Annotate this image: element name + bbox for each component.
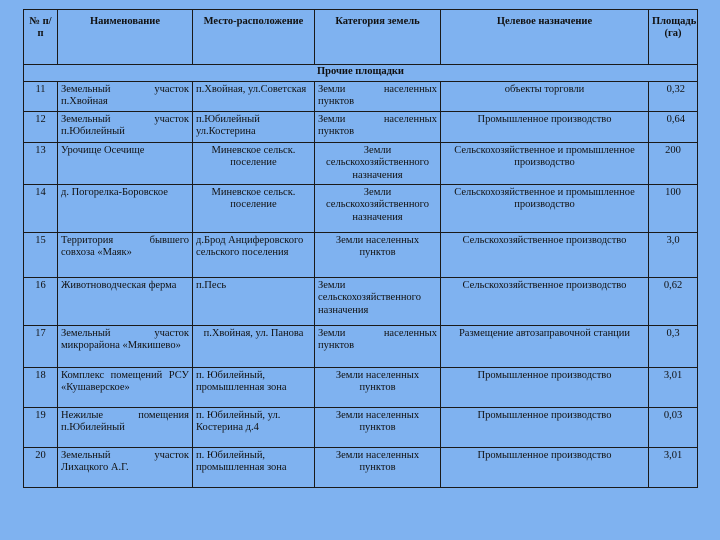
- cell-name: Территория бывшего совхоза «Маяк»: [58, 232, 193, 277]
- cell-purpose: Промышленное производство: [441, 367, 649, 407]
- table-row: [24, 111, 698, 142]
- cell-purpose: Сельскохозяйственное производство: [441, 277, 649, 325]
- table-row: [24, 277, 698, 325]
- cell-name: Земельный участок п.Юбилейный: [58, 111, 193, 142]
- cell-area: 3,01: [649, 447, 698, 487]
- cell-area: 0,64: [649, 111, 698, 142]
- header-location: Место-расположение: [193, 10, 315, 65]
- land-plots-table: [23, 9, 698, 488]
- header-num: № п/п: [24, 10, 58, 65]
- cell-purpose: Промышленное производство: [441, 111, 649, 142]
- cell-category: Земли населенных пунктов: [315, 111, 441, 142]
- cell-location: п. Юбилейный, промышленная зона: [193, 367, 315, 407]
- cell-location: д.Брод Анциферовского сельского поселения: [193, 232, 315, 277]
- cell-num: 20: [24, 447, 58, 487]
- cell-category: Земли населенных пунктов: [315, 232, 441, 277]
- land-plots-table-sheet: [23, 9, 697, 488]
- cell-purpose: Сельскохозяйственное производство: [441, 232, 649, 277]
- cell-area: 0,3: [649, 325, 698, 367]
- cell-category: Земли сельскохозяйственного назначения: [315, 184, 441, 232]
- cell-area: 3,0: [649, 232, 698, 277]
- cell-area: 200: [649, 142, 698, 184]
- cell-purpose: объекты торговли: [441, 82, 649, 112]
- cell-category: Земли сельскохозяйственного назначения: [315, 277, 441, 325]
- cell-location: п.Песь: [193, 277, 315, 325]
- cell-location: п.Хвойная, ул.Советская: [193, 82, 315, 112]
- cell-category: Земли населенных пунктов: [315, 82, 441, 112]
- table-row: [24, 142, 698, 184]
- cell-location: Миневское сельск. поселение: [193, 184, 315, 232]
- cell-category: Земли сельскохозяйственного назначения: [315, 142, 441, 184]
- cell-name: Животноводческая ферма: [58, 277, 193, 325]
- cell-purpose: Сельскохозяйственное и промышленное производство: [441, 184, 649, 232]
- cell-num: 11: [24, 82, 58, 112]
- cell-name: Комплекс помещений РСУ «Кушаверское»: [58, 367, 193, 407]
- cell-location: п.Юбилейный ул.Костерина: [193, 111, 315, 142]
- cell-num: 15: [24, 232, 58, 277]
- cell-num: 16: [24, 277, 58, 325]
- cell-category: Земли населенных пунктов: [315, 367, 441, 407]
- table-header-row: [24, 10, 698, 65]
- cell-category: Земли населенных пунктов: [315, 447, 441, 487]
- cell-purpose: Сельскохозяйственное и промышленное производство: [441, 142, 649, 184]
- cell-location: п. Юбилейный, промышленная зона: [193, 447, 315, 487]
- cell-name: Земельный участок Лихацкого А.Г.: [58, 447, 193, 487]
- cell-num: 14: [24, 184, 58, 232]
- cell-category: Земли населенных пунктов: [315, 407, 441, 447]
- table-row: [24, 447, 698, 487]
- section-title: Прочие площадки: [24, 65, 698, 82]
- cell-category: Земли населенных пунктов: [315, 325, 441, 367]
- cell-num: 18: [24, 367, 58, 407]
- header-category: Категория земель: [315, 10, 441, 65]
- cell-purpose: Промышленное производство: [441, 447, 649, 487]
- table-row: [24, 325, 698, 367]
- cell-num: 19: [24, 407, 58, 447]
- cell-name: д. Погорелка-Боровское: [58, 184, 193, 232]
- cell-location: Миневское сельск. поселение: [193, 142, 315, 184]
- cell-purpose: Промышленное производство: [441, 407, 649, 447]
- header-area: Площадь (га): [649, 10, 698, 65]
- table-row: [24, 407, 698, 447]
- section-row: [24, 65, 698, 82]
- cell-purpose: Размещение автозаправочной станции: [441, 325, 649, 367]
- cell-area: 100: [649, 184, 698, 232]
- cell-location: п.Хвойная, ул. Панова: [193, 325, 315, 367]
- cell-name: Нежилые помещения п.Юбилейный: [58, 407, 193, 447]
- header-name: Наименование: [58, 10, 193, 65]
- cell-name: Урочище Осечище: [58, 142, 193, 184]
- cell-name: Земельный участок микрорайона «Мякишево»: [58, 325, 193, 367]
- cell-area: 0,32: [649, 82, 698, 112]
- table-row: [24, 82, 698, 112]
- table-row: [24, 184, 698, 232]
- cell-num: 13: [24, 142, 58, 184]
- table-row: [24, 232, 698, 277]
- cell-area: 3,01: [649, 367, 698, 407]
- cell-area: 0,03: [649, 407, 698, 447]
- cell-area: 0,62: [649, 277, 698, 325]
- cell-num: 12: [24, 111, 58, 142]
- cell-location: п. Юбилейный, ул. Костерина д.4: [193, 407, 315, 447]
- header-purpose: Целевое назначение: [441, 10, 649, 65]
- cell-name: Земельный участок п.Хвойная: [58, 82, 193, 112]
- cell-num: 17: [24, 325, 58, 367]
- table-row: [24, 367, 698, 407]
